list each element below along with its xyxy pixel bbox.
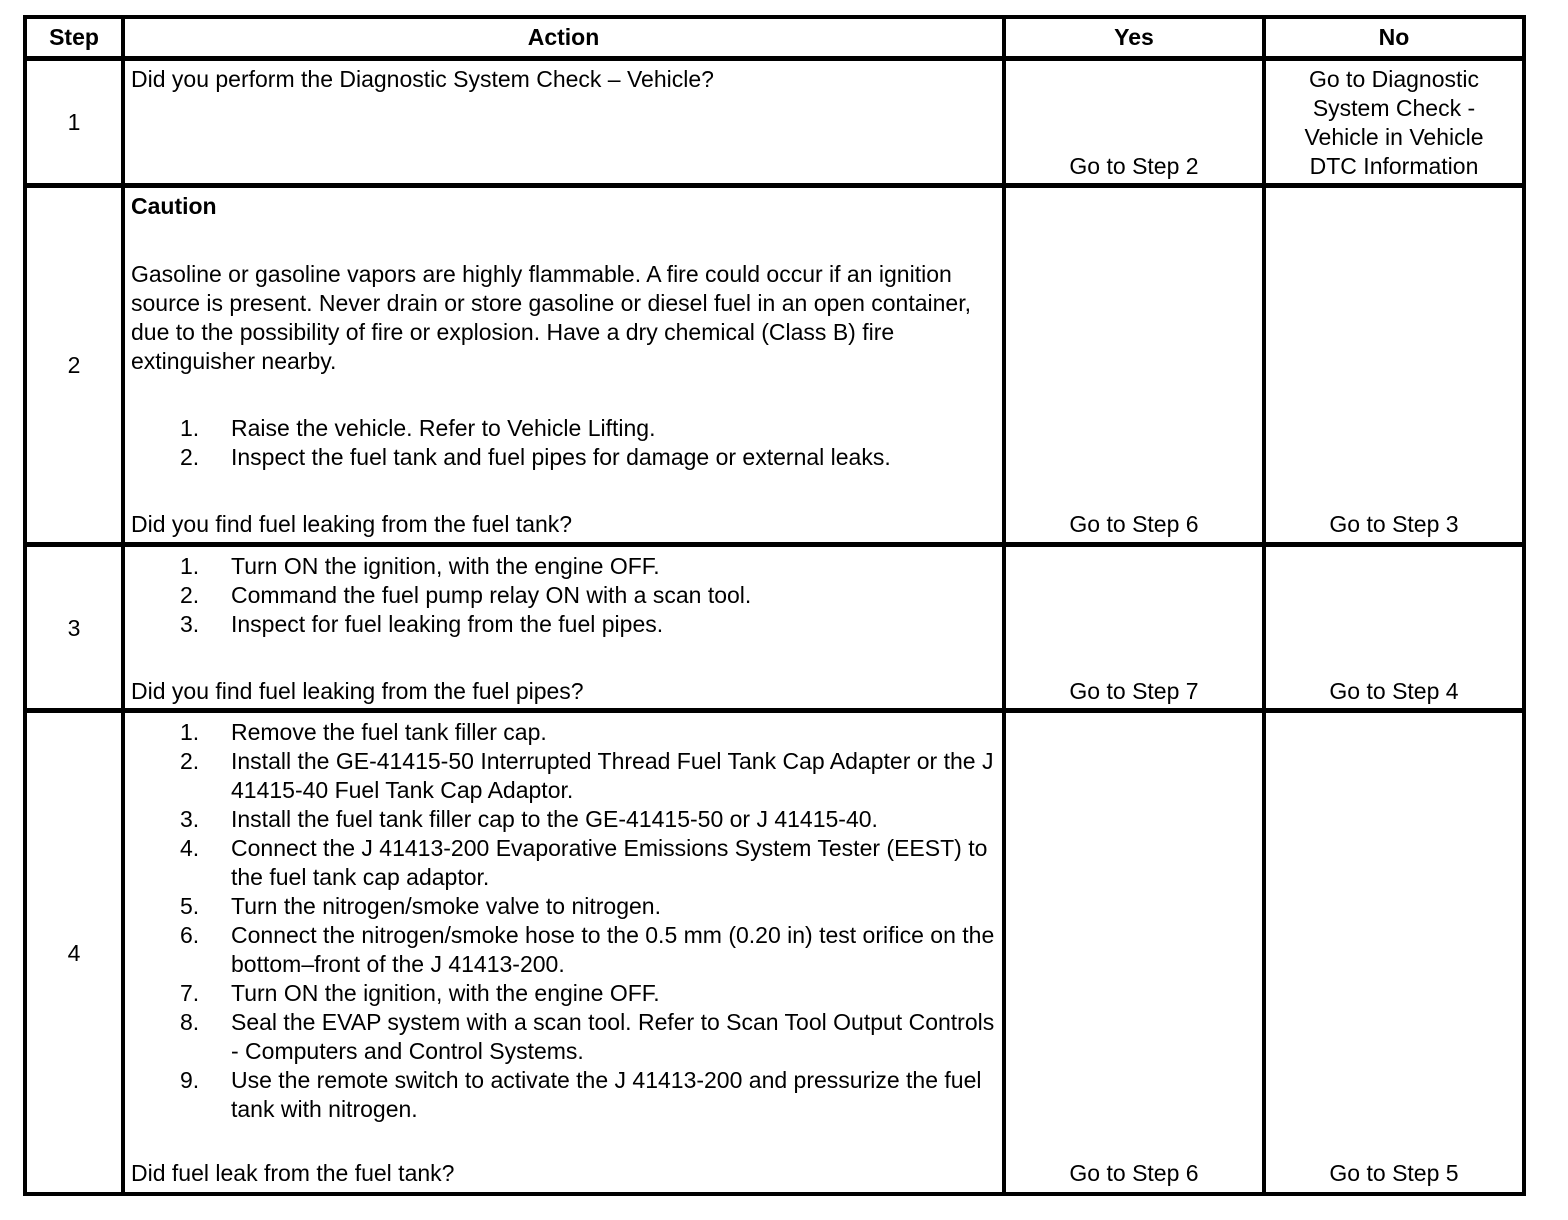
list-item [131, 581, 996, 610]
header-step: Step [49, 24, 99, 50]
no-result: Go to Step 3 [1329, 511, 1459, 537]
item-text: Inspect for fuel leaking from the fuel pipes. [231, 611, 664, 637]
column-divider [1002, 15, 1006, 1196]
item-text: Command the fuel pump relay ON with a scan tool. [231, 582, 752, 608]
list-item [131, 979, 996, 1008]
row-divider [23, 183, 1526, 188]
list-item [131, 1008, 996, 1066]
item-text: Turn ON the ignition, with the engine OFF. [231, 980, 660, 1006]
item-number: 4. [180, 835, 200, 861]
yes-result: Go to Step 7 [1069, 678, 1199, 704]
item-number: 3. [180, 806, 200, 832]
item-number: 6. [180, 922, 200, 948]
item-number: 2. [180, 444, 200, 470]
item-number: 9. [180, 1067, 200, 1093]
step-number: 4 [67, 940, 81, 966]
no-result: Go to Step 5 [1329, 1160, 1459, 1186]
list-item [131, 610, 996, 639]
list-item [131, 892, 996, 921]
item-text: Connect the nitrogen/smoke hose to the 0.5 mm (0.20 in) test orifice on the bottom–front of the J 41413-200. [231, 922, 995, 977]
item-text: Remove the fuel tank filler cap. [231, 719, 547, 745]
row-divider [23, 542, 1526, 547]
column-divider [1262, 15, 1266, 1196]
action-question: Did fuel leak from the fuel tank? [131, 1160, 455, 1186]
item-text: Use the remote switch to activate the J 41413-200 and pressurize the fuel tank with nitrogen. [231, 1067, 982, 1122]
action-question: Did you find fuel leaking from the fuel tank? [131, 511, 573, 537]
yes-result: Go to Step 6 [1069, 511, 1199, 537]
header-action: Action [527, 24, 600, 50]
column-divider [121, 15, 125, 1196]
procedure-list [131, 718, 996, 1124]
step-number: 1 [67, 109, 81, 135]
no-result: Go to Step 4 [1329, 678, 1459, 704]
no-result: Go to Diagnostic System Check - Vehicle in Vehicle DTC Information [1304, 66, 1484, 179]
item-text: Install the GE-41415-50 Interrupted Thread Fuel Tank Cap Adapter or the J 41415-40 Fuel Tank Cap Adaptor. [231, 748, 994, 803]
item-number: 5. [180, 893, 200, 919]
item-number: 8. [180, 1009, 200, 1035]
header-yes: Yes [1114, 24, 1154, 50]
step-number: 3 [67, 615, 81, 641]
procedure-list [131, 414, 996, 472]
item-number: 1. [180, 719, 200, 745]
step-number: 2 [67, 352, 81, 378]
caution-text: Gasoline or gasoline vapors are highly flammable. A fire could occur if an ignition source is present. Never drain or store gasoline or diesel fuel in an open container, due to the possibility of fire or explosion. Have a dry chemical (Class B) fire extinguisher nearby. [131, 261, 971, 374]
row-divider [23, 708, 1526, 713]
item-text: Install the fuel tank filler cap to the GE-41415-50 or J 41415-40. [231, 806, 878, 832]
list-item [131, 921, 996, 979]
item-number: 1. [180, 553, 200, 579]
action-question: Did you perform the Diagnostic System Check – Vehicle? [131, 66, 714, 92]
item-text: Connect the J 41413-200 Evaporative Emissions System Tester (EEST) to the fuel tank cap adaptor. [231, 835, 988, 890]
list-item [131, 747, 996, 805]
procedure-list [131, 552, 996, 639]
list-item [131, 718, 996, 747]
list-item [131, 805, 996, 834]
list-item [131, 1066, 996, 1124]
caution-title: Caution [131, 193, 217, 219]
item-number: 2. [180, 748, 200, 774]
item-text: Turn the nitrogen/smoke valve to nitrogen. [231, 893, 661, 919]
row-divider [23, 56, 1526, 61]
yes-result: Go to Step 6 [1069, 1160, 1199, 1186]
list-item [131, 552, 996, 581]
item-number: 2. [180, 582, 200, 608]
item-text: Raise the vehicle. Refer to Vehicle Lifting. [231, 415, 656, 441]
list-item [131, 834, 996, 892]
action-question: Did you find fuel leaking from the fuel pipes? [131, 678, 584, 704]
yes-result: Go to Step 2 [1069, 153, 1199, 179]
header-no: No [1378, 24, 1410, 50]
item-text: Turn ON the ignition, with the engine OFF. [231, 553, 660, 579]
list-item [131, 443, 996, 472]
item-text: Seal the EVAP system with a scan tool. Refer to Scan Tool Output Controls - Computers and Control Systems. [231, 1009, 995, 1064]
item-number: 7. [180, 980, 200, 1006]
list-item [131, 414, 996, 443]
item-number: 3. [180, 611, 200, 637]
item-number: 1. [180, 415, 200, 441]
item-text: Inspect the fuel tank and fuel pipes for damage or external leaks. [231, 444, 891, 470]
